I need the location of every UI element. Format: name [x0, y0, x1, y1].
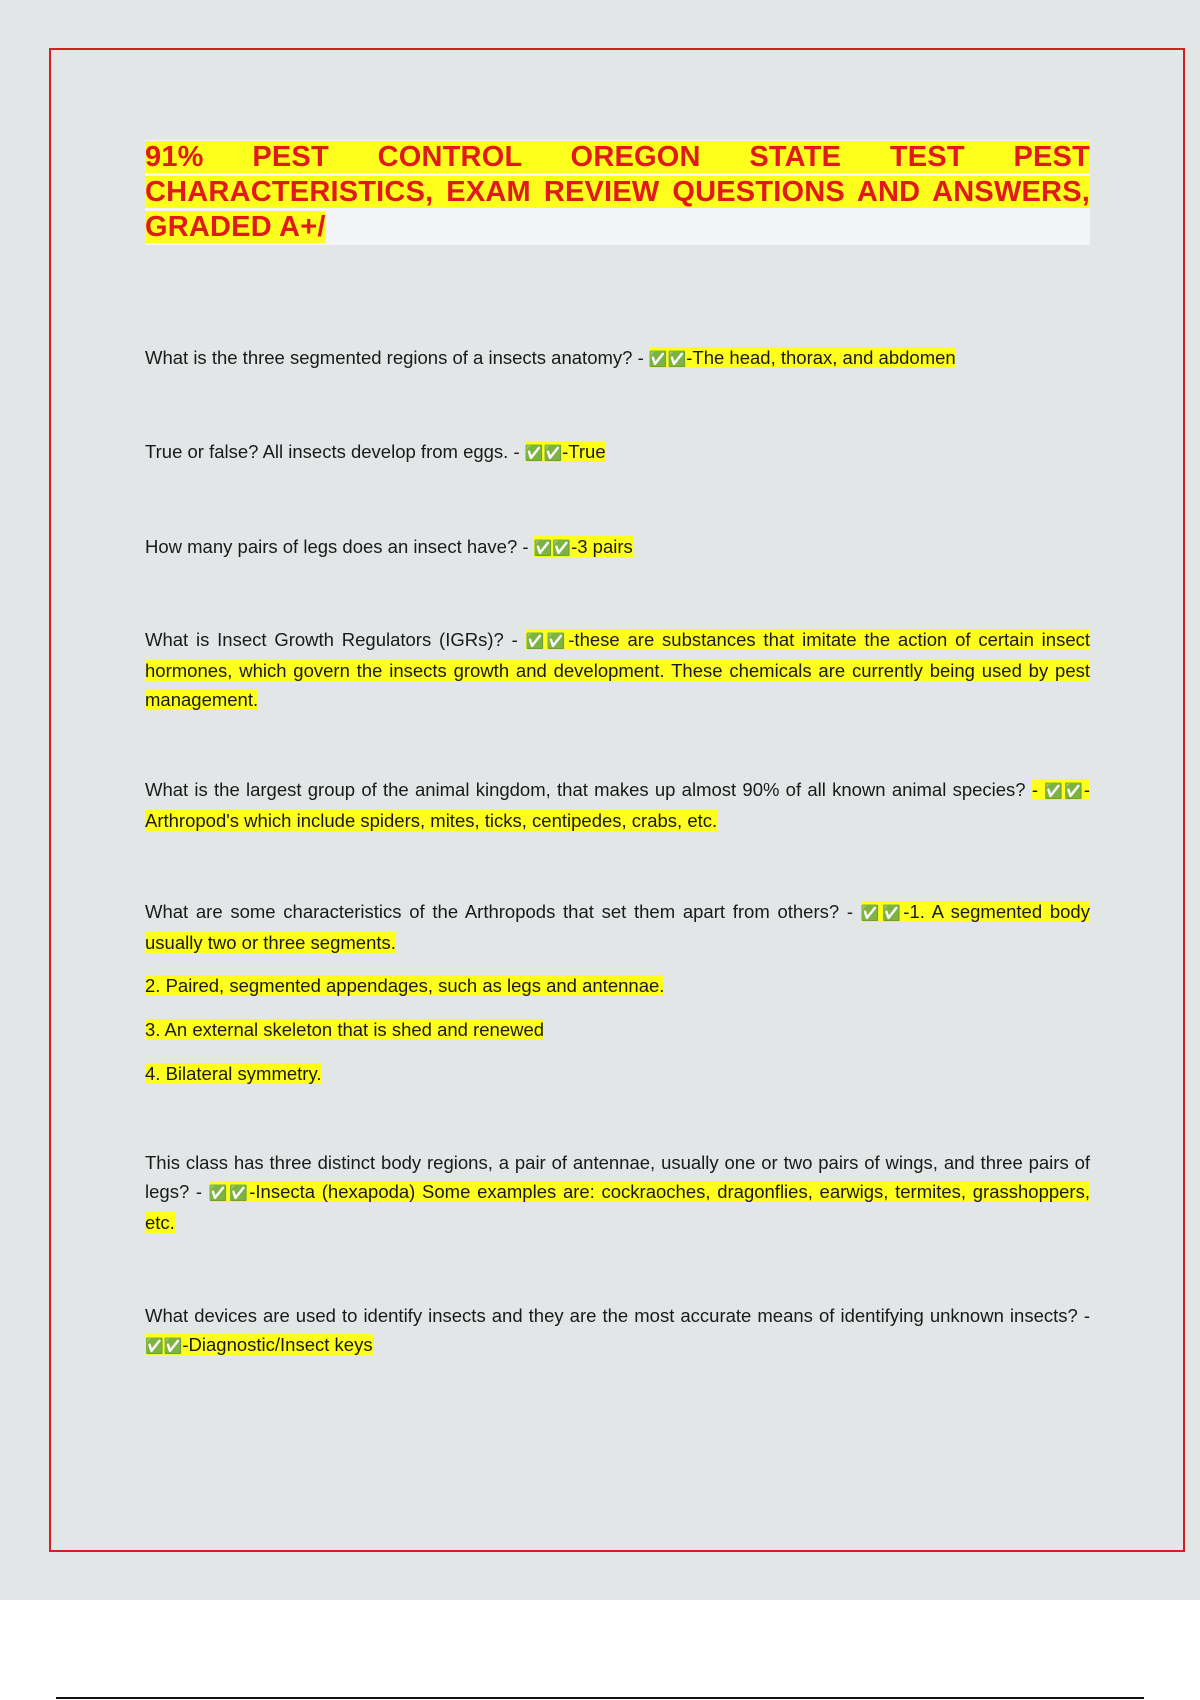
document-body	[145, 140, 1090, 1361]
list-item-text: 2. Paired, segmented appendages, such as legs and antennae.	[145, 975, 665, 996]
answer-text: -The head, thorax, and abdomen	[686, 347, 956, 368]
checkmark-icon: ✅✅	[208, 1184, 250, 1202]
question-text: What is Insect Growth Regulators (IGRs)? -	[145, 629, 526, 650]
list-item	[145, 1015, 1090, 1044]
answer-text: -True	[562, 441, 606, 462]
document-title-text: 91% PEST CONTROL OREGON STATE TEST PEST CHARACTERISTICS, EXAM REVIEW QUESTIONS AND ANSWERS, GRADED A+/	[145, 141, 1090, 243]
qa-item-7	[145, 1148, 1090, 1237]
footer-divider	[56, 1697, 1144, 1699]
list-item-text: 4. Bilateral symmetry.	[145, 1063, 322, 1084]
checkmark-icon: ✅✅	[648, 350, 687, 368]
question-text: How many pairs of legs does an insect have? -	[145, 536, 534, 557]
checkmark-icon: ✅✅	[145, 1337, 183, 1355]
answer-prefix: -	[1031, 779, 1045, 800]
question-text: What is the largest group of the animal kingdom, that makes up almost 90% of all known animal species?	[145, 779, 1032, 800]
answer-text: -Arthropod's which include spiders, mites, ticks, centipedes, crabs, etc.	[145, 779, 1090, 831]
answer-text: -Diagnostic/Insect keys	[182, 1334, 373, 1355]
question-text: What are some characteristics of the Arthropods that set them apart from others? -	[145, 901, 861, 922]
qa-item-8	[145, 1301, 1090, 1361]
question-text: True or false? All insects develop from eggs. -	[145, 441, 525, 462]
question-text: This class has three distinct body regions, a pair of antennae, usually one or two pairs of wings, and three pairs of legs? -	[145, 1152, 1090, 1202]
list-item	[145, 971, 1090, 1000]
qa-item-3	[145, 532, 1090, 563]
qa-item-6	[145, 897, 1090, 957]
qa-item-4	[145, 625, 1090, 714]
qa-item-2	[145, 437, 1090, 468]
checkmark-icon: ✅✅	[525, 632, 569, 650]
checkmark-icon: ✅✅	[524, 444, 563, 462]
checkmark-icon: ✅✅	[860, 904, 904, 922]
document-title	[145, 140, 1090, 245]
answer-text: -3 pairs	[571, 536, 633, 557]
checkmark-icon: ✅✅	[1044, 782, 1084, 800]
list-item	[145, 1059, 1090, 1088]
qa-item-1	[145, 343, 1090, 374]
answer-text: -Insecta (hexapoda) Some examples are: cockraoches, dragonflies, earwigs, termites, grasshoppers, etc.	[145, 1181, 1090, 1233]
list-item-text: 3. An external skeleton that is shed and renewed	[145, 1019, 545, 1040]
answer-text: -1. A segmented body usually two or three segments.	[145, 901, 1090, 953]
qa-item-5	[145, 775, 1090, 835]
question-text: What devices are used to identify insects and they are the most accurate means of identifying unknown insects? -	[145, 1305, 1090, 1326]
answer-text: -these are substances that imitate the action of certain insect hormones, which govern the insects growth and development. These chemicals are currently being used by pest management.	[145, 629, 1090, 710]
checkmark-icon: ✅✅	[533, 539, 572, 557]
question-text: What is the three segmented regions of a insects anatomy? -	[145, 347, 649, 368]
